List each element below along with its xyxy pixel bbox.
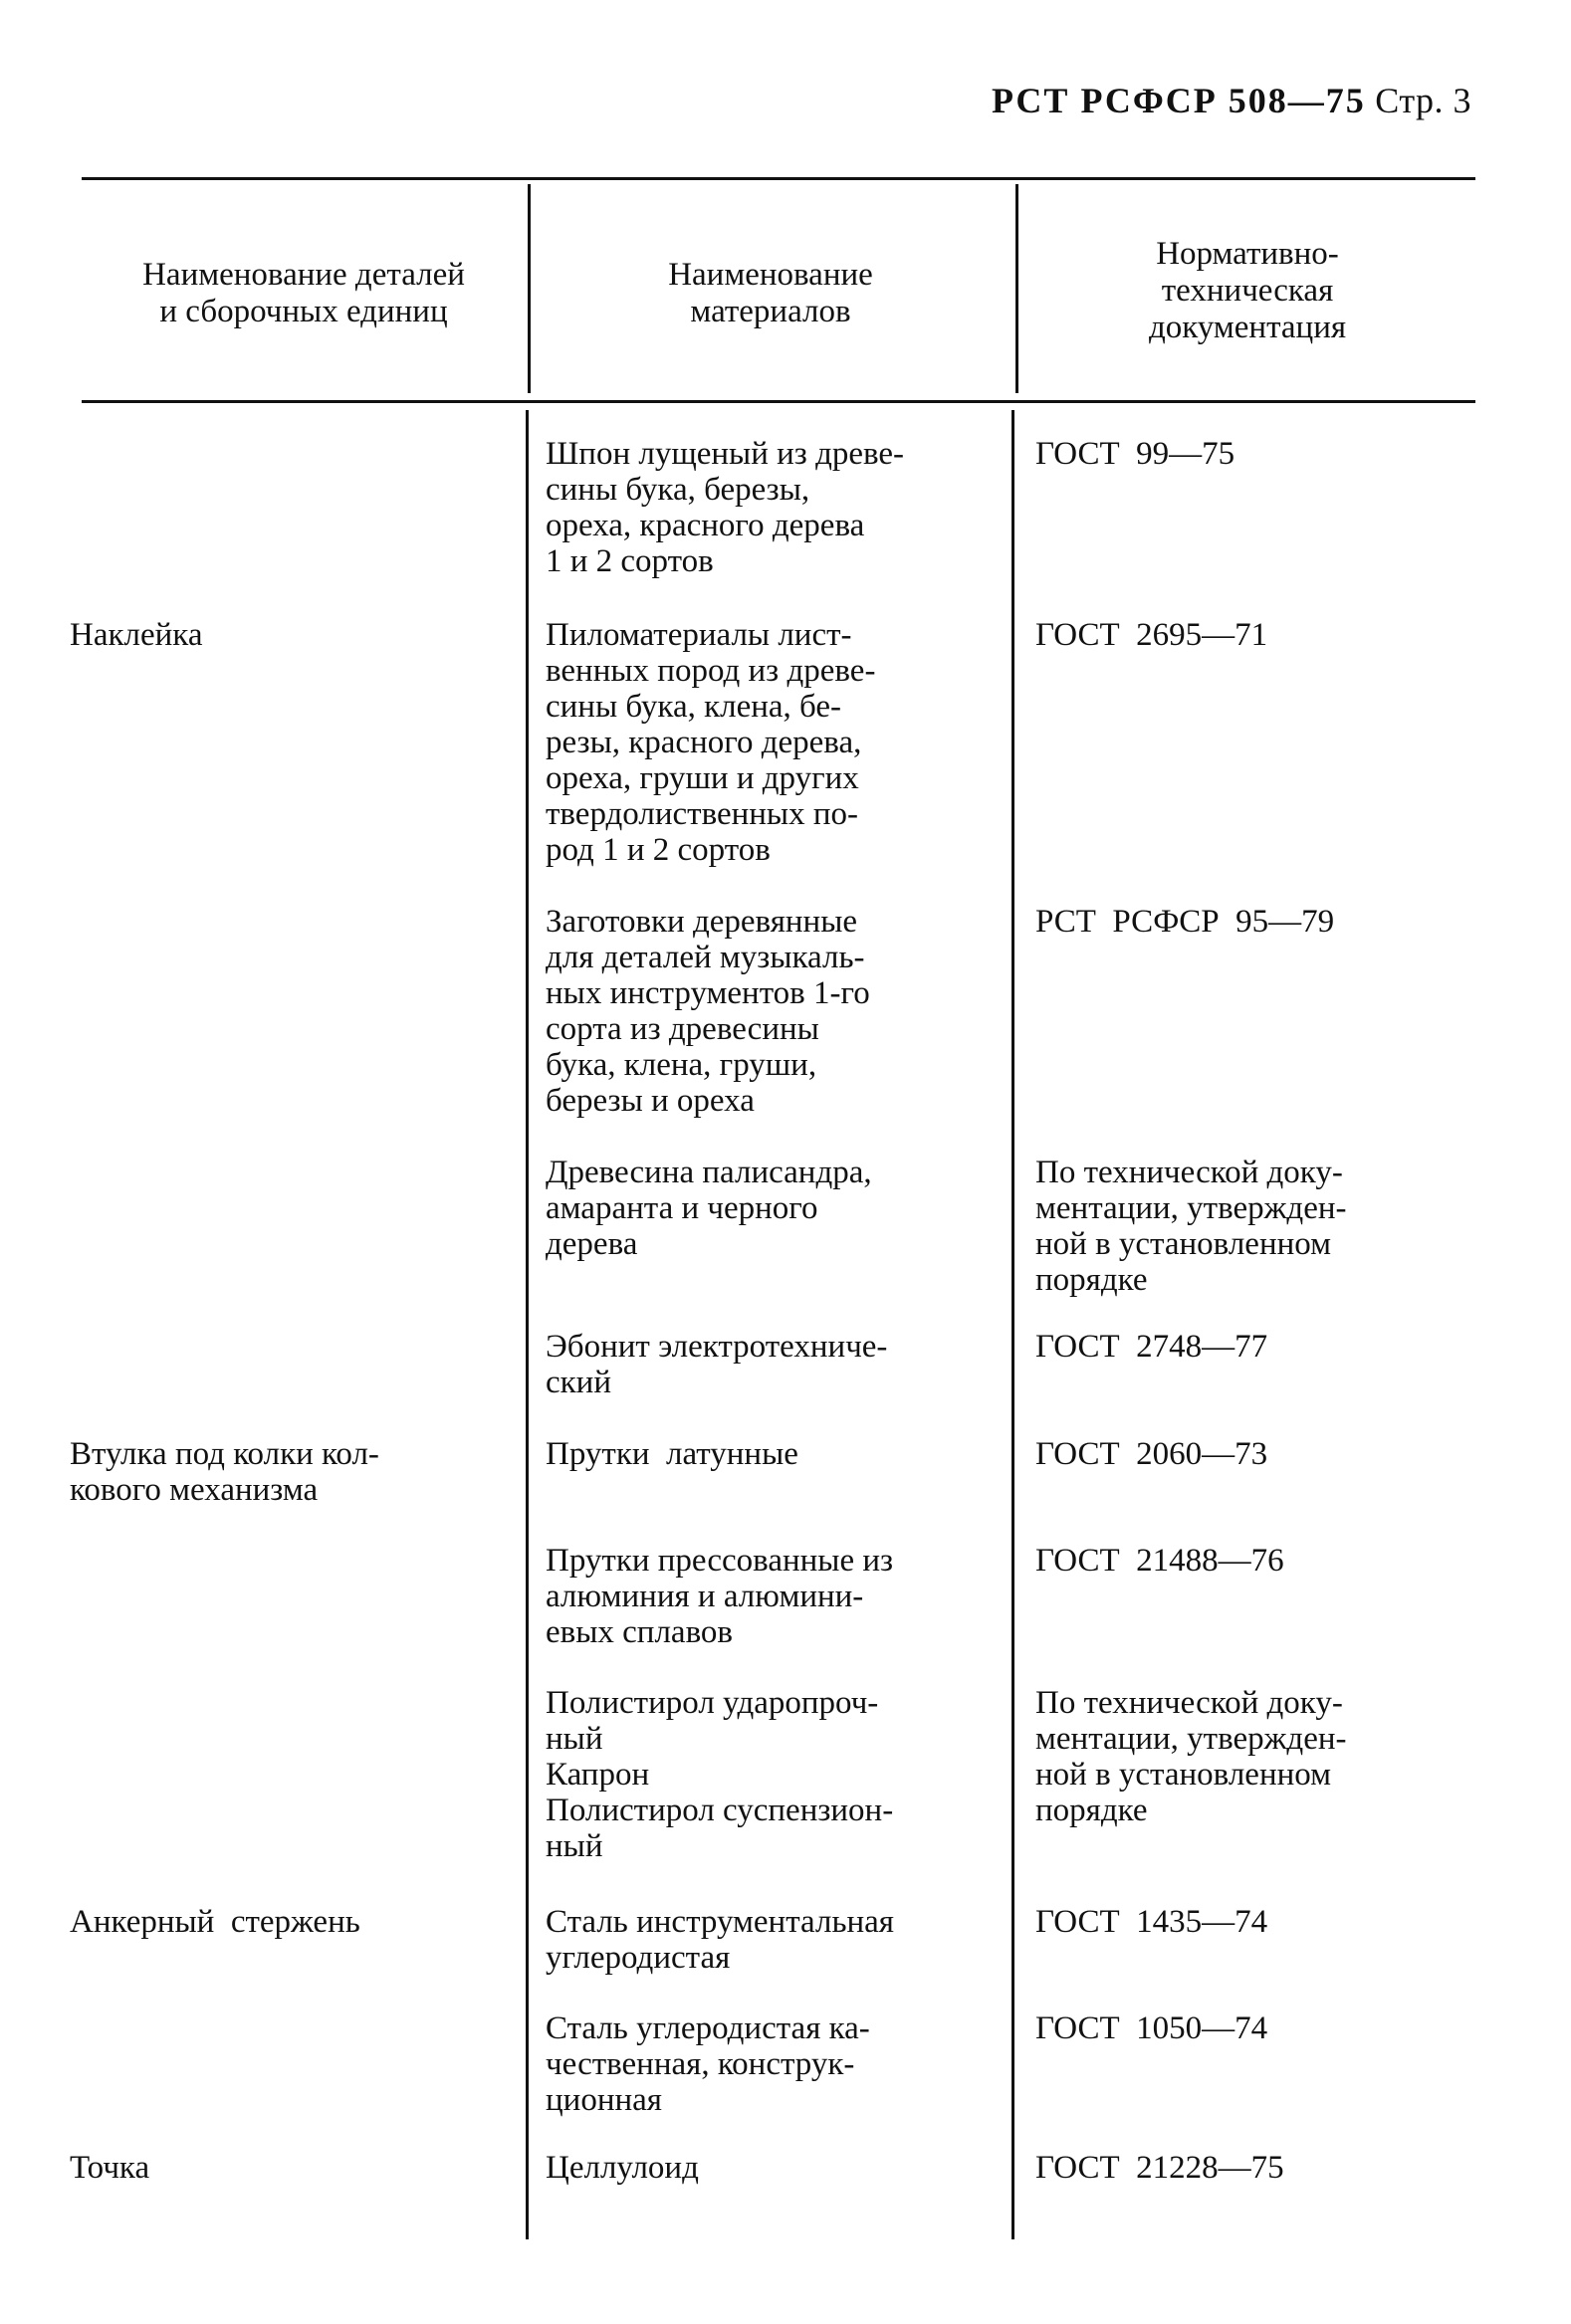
- cell-line: сины бука, березы,: [546, 472, 810, 508]
- documentation-cell: [1035, 1329, 1267, 1365]
- cell-line: Заготовки деревянные: [546, 904, 858, 940]
- cell-line: ский: [546, 1365, 611, 1400]
- table-top-rule: [82, 177, 1475, 180]
- documentation-cell: [1035, 904, 1334, 940]
- cell-line: ной в установленном: [1035, 1226, 1332, 1262]
- cell-line: евых сплавов: [546, 1614, 734, 1650]
- cell-line: Капрон: [546, 1757, 650, 1793]
- material-cell: [546, 1329, 887, 1400]
- cell-line: Точка: [70, 2150, 150, 2186]
- material-cell: [546, 1543, 893, 1650]
- cell-line: Полистирол ударопроч-: [546, 1685, 879, 1721]
- cell-line: ГОСТ 1435—74: [1035, 1904, 1268, 1940]
- documentation-cell: [1035, 436, 1234, 472]
- standard-number: РСТ РСФСР 508—75: [992, 81, 1366, 120]
- cell-line: кового механизма: [70, 1472, 319, 1508]
- cell-line: Прутки прессованные из: [546, 1543, 894, 1579]
- cell-line: род 1 и 2 сортов: [546, 832, 771, 868]
- cell-line: для деталей музыкаль-: [546, 940, 865, 975]
- cell-line: сины бука, клена, бе-: [546, 689, 842, 725]
- documentation-cell: [1035, 1685, 1347, 1828]
- running-header: [992, 80, 1471, 121]
- cell-line: РСТ РСФСР 95—79: [1035, 904, 1335, 940]
- part-cell: [70, 1904, 360, 1940]
- column-divider-1-header: [528, 184, 531, 393]
- cell-line: ореха, груши и других: [546, 760, 859, 796]
- cell-line: сорта из древесины: [546, 1011, 819, 1047]
- cell-line: чественная, конструк-: [546, 2046, 855, 2082]
- cell-line: порядке: [1035, 1262, 1148, 1298]
- material-cell: [546, 1436, 798, 1472]
- cell-line: ореха, красного дерева: [546, 508, 865, 543]
- column-divider-1: [526, 410, 529, 2239]
- material-cell: [546, 904, 870, 1119]
- material-cell: [546, 1155, 872, 1262]
- material-cell: [546, 2010, 870, 2118]
- part-cell: [70, 617, 202, 653]
- cell-line: резы, красного дерева,: [546, 725, 862, 760]
- documentation-cell: [1035, 1543, 1284, 1579]
- cell-line: ный: [546, 1828, 603, 1864]
- column-header-parts: [82, 257, 526, 330]
- documentation-cell: [1035, 1436, 1267, 1472]
- documentation-cell: [1035, 1155, 1347, 1298]
- cell-line: Сталь углеродистая ка-: [546, 2010, 870, 2046]
- cell-line: венных пород из древе-: [546, 653, 876, 689]
- cell-line: ной в установленном: [1035, 1757, 1332, 1793]
- cell-line: Анкерный стержень: [70, 1904, 360, 1940]
- column-header-line: материалов: [690, 294, 851, 329]
- cell-line: углеродистая: [546, 1940, 731, 1976]
- cell-line: ных инструментов 1-го: [546, 975, 870, 1011]
- column-divider-2: [1011, 410, 1014, 2239]
- column-header-line: Наименование: [668, 257, 873, 293]
- cell-line: березы и ореха: [546, 1083, 755, 1119]
- page-number: Стр. 3: [1375, 81, 1471, 120]
- material-cell: [546, 1904, 894, 1976]
- column-divider-2-header: [1015, 184, 1018, 393]
- material-cell: [546, 2150, 699, 2186]
- cell-line: амаранта и черного: [546, 1190, 818, 1226]
- column-header-line: документация: [1148, 310, 1347, 345]
- cell-line: Наклейка: [70, 617, 203, 653]
- cell-line: ГОСТ 2748—77: [1035, 1329, 1268, 1365]
- cell-line: По технической доку-: [1035, 1155, 1343, 1190]
- column-header-line: и сборочных единиц: [159, 294, 448, 329]
- cell-line: дерева: [546, 1226, 638, 1262]
- cell-line: ГОСТ 2695—71: [1035, 617, 1268, 653]
- column-header-documentation: [1019, 236, 1475, 346]
- cell-line: ГОСТ 99—75: [1035, 436, 1235, 472]
- documentation-cell: [1035, 1904, 1267, 1940]
- cell-line: ментации, утвержден-: [1035, 1721, 1347, 1757]
- cell-line: По технической доку-: [1035, 1685, 1343, 1721]
- part-cell: [70, 1436, 379, 1508]
- cell-line: Целлулоид: [546, 2150, 699, 2186]
- documentation-cell: [1035, 2150, 1284, 2186]
- cell-line: Сталь инструментальная: [546, 1904, 894, 1940]
- part-cell: [70, 2150, 149, 2186]
- cell-line: Эбонит электротехниче-: [546, 1329, 888, 1365]
- cell-line: ционная: [546, 2082, 662, 2118]
- cell-line: ментации, утвержден-: [1035, 1190, 1347, 1226]
- documentation-cell: [1035, 617, 1267, 653]
- material-cell: [546, 436, 904, 579]
- cell-line: ГОСТ 2060—73: [1035, 1436, 1268, 1472]
- cell-line: Древесина палисандра,: [546, 1155, 872, 1190]
- cell-line: бука, клена, груши,: [546, 1047, 817, 1083]
- column-header-materials: [532, 257, 1010, 330]
- cell-line: порядке: [1035, 1793, 1148, 1828]
- cell-line: Втулка под колки кол-: [70, 1436, 379, 1472]
- cell-line: ГОСТ 21228—75: [1035, 2150, 1284, 2186]
- cell-line: Пиломатериалы лист-: [546, 617, 852, 653]
- column-header-line: Наименование деталей: [142, 257, 465, 293]
- documentation-cell: [1035, 2010, 1267, 2046]
- column-header-line: Нормативно-: [1156, 236, 1339, 272]
- material-cell: [546, 617, 875, 868]
- cell-line: ГОСТ 21488—76: [1035, 1543, 1284, 1579]
- column-header-line: техническая: [1161, 273, 1334, 309]
- material-cell: [546, 1685, 893, 1864]
- cell-line: Прутки латунные: [546, 1436, 798, 1472]
- cell-line: ный: [546, 1721, 603, 1757]
- cell-line: Полистирол суспензион-: [546, 1793, 894, 1828]
- cell-line: алюминия и алюмини-: [546, 1579, 864, 1614]
- cell-line: 1 и 2 сортов: [546, 543, 714, 579]
- cell-line: твердолиственных по-: [546, 796, 858, 832]
- header-bottom-rule: [82, 400, 1475, 403]
- cell-line: ГОСТ 1050—74: [1035, 2010, 1268, 2046]
- cell-line: Шпон лущеный из древе-: [546, 436, 905, 472]
